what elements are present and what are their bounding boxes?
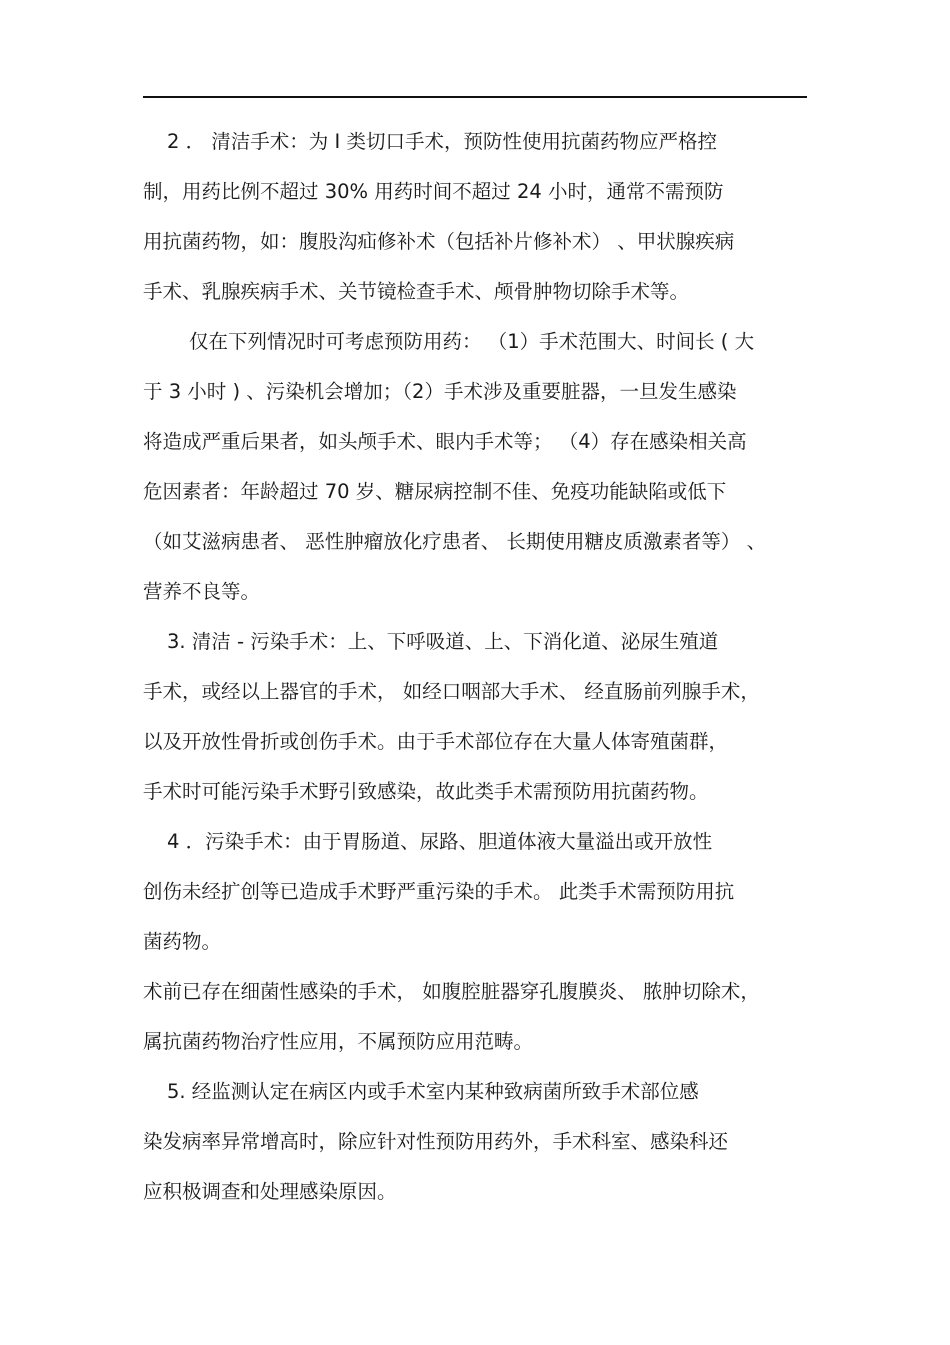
para-item-4-line-3: 菌药物。	[143, 930, 222, 953]
header-rule	[143, 96, 807, 98]
document-body	[143, 117, 807, 1217]
para-item-3-line-3: 以及开放性骨折或创伤手术。由于手术部位存在大量人体寄殖菌群，	[143, 730, 729, 753]
para-item-4-line-1: 4 ．污染手术：由于胃肠道、尿路、胆道体液大量溢出或开放性	[167, 830, 713, 853]
para-infected-line-1: 术前已存在细菌性感染的手术， 如腹腔脏器穿孔腹膜炎、 脓肿切除术，	[143, 980, 760, 1003]
para-item-2-line-3: 用抗菌药物，如：腹股沟疝修补术（包括补片修补术） 、甲状腺疾病	[143, 230, 735, 253]
para-conditions-line-6: 营养不良等。	[143, 580, 261, 603]
para-item-4-line-2: 创伤未经扩创等已造成手术野严重污染的手术。 此类手术需预防用抗	[143, 880, 735, 903]
para-conditions-line-5: （如艾滋病患者、 恶性肿瘤放化疗患者、 长期使用糖皮质激素者等） 、	[143, 530, 767, 553]
para-conditions-line-2: 于 3 小时 ) 、污染机会增加；（2）手术涉及重要脏器，一旦发生感染	[143, 380, 737, 403]
para-item-5-line-2: 染发病率异常增高时，除应针对性预防用药外，手术科室、感染科还	[143, 1130, 729, 1153]
para-item-3-line-2: 手术，或经以上器官的手术， 如经口咽部大手术、 经直肠前列腺手术，	[143, 680, 760, 703]
para-item-3-line-4: 手术时可能污染手术野引致感染，故此类手术需预防用抗菌药物。	[143, 780, 709, 803]
para-infected-line-2: 属抗菌药物治疗性应用，不属预防应用范畴。	[143, 1030, 534, 1053]
para-item-3-line-1: 3. 清洁 - 污染手术：上、下呼吸道、上、下消化道、泌尿生殖道	[167, 630, 719, 653]
para-item-2-line-4: 手术、乳腺疾病手术、关节镜检查手术、颅骨肿物切除手术等。	[143, 280, 690, 303]
para-item-5-line-1: 5. 经监测认定在病区内或手术室内某种致病菌所致手术部位感	[167, 1080, 699, 1103]
para-item-5-line-3: 应积极调查和处理感染原因。	[143, 1180, 397, 1203]
para-item-2-line-2: 制，用药比例不超过 30% 用药时间不超过 24 小时，通常不需预防	[143, 180, 724, 203]
para-conditions-line-1: 仅在下列情况时可考虑预防用药： （1）手术范围大、时间长 ( 大	[189, 330, 755, 353]
para-item-2-line-1: 2 ． 清洁手术：为 I 类切口手术，预防性使用抗菌药物应严格控	[167, 130, 717, 153]
para-conditions-line-3: 将造成严重后果者，如头颅手术、眼内手术等； （4）存在感染相关高	[143, 430, 747, 453]
para-conditions-line-4: 危因素者：年龄超过 70 岁、糖尿病控制不佳、免疫功能缺陷或低下	[143, 480, 727, 503]
